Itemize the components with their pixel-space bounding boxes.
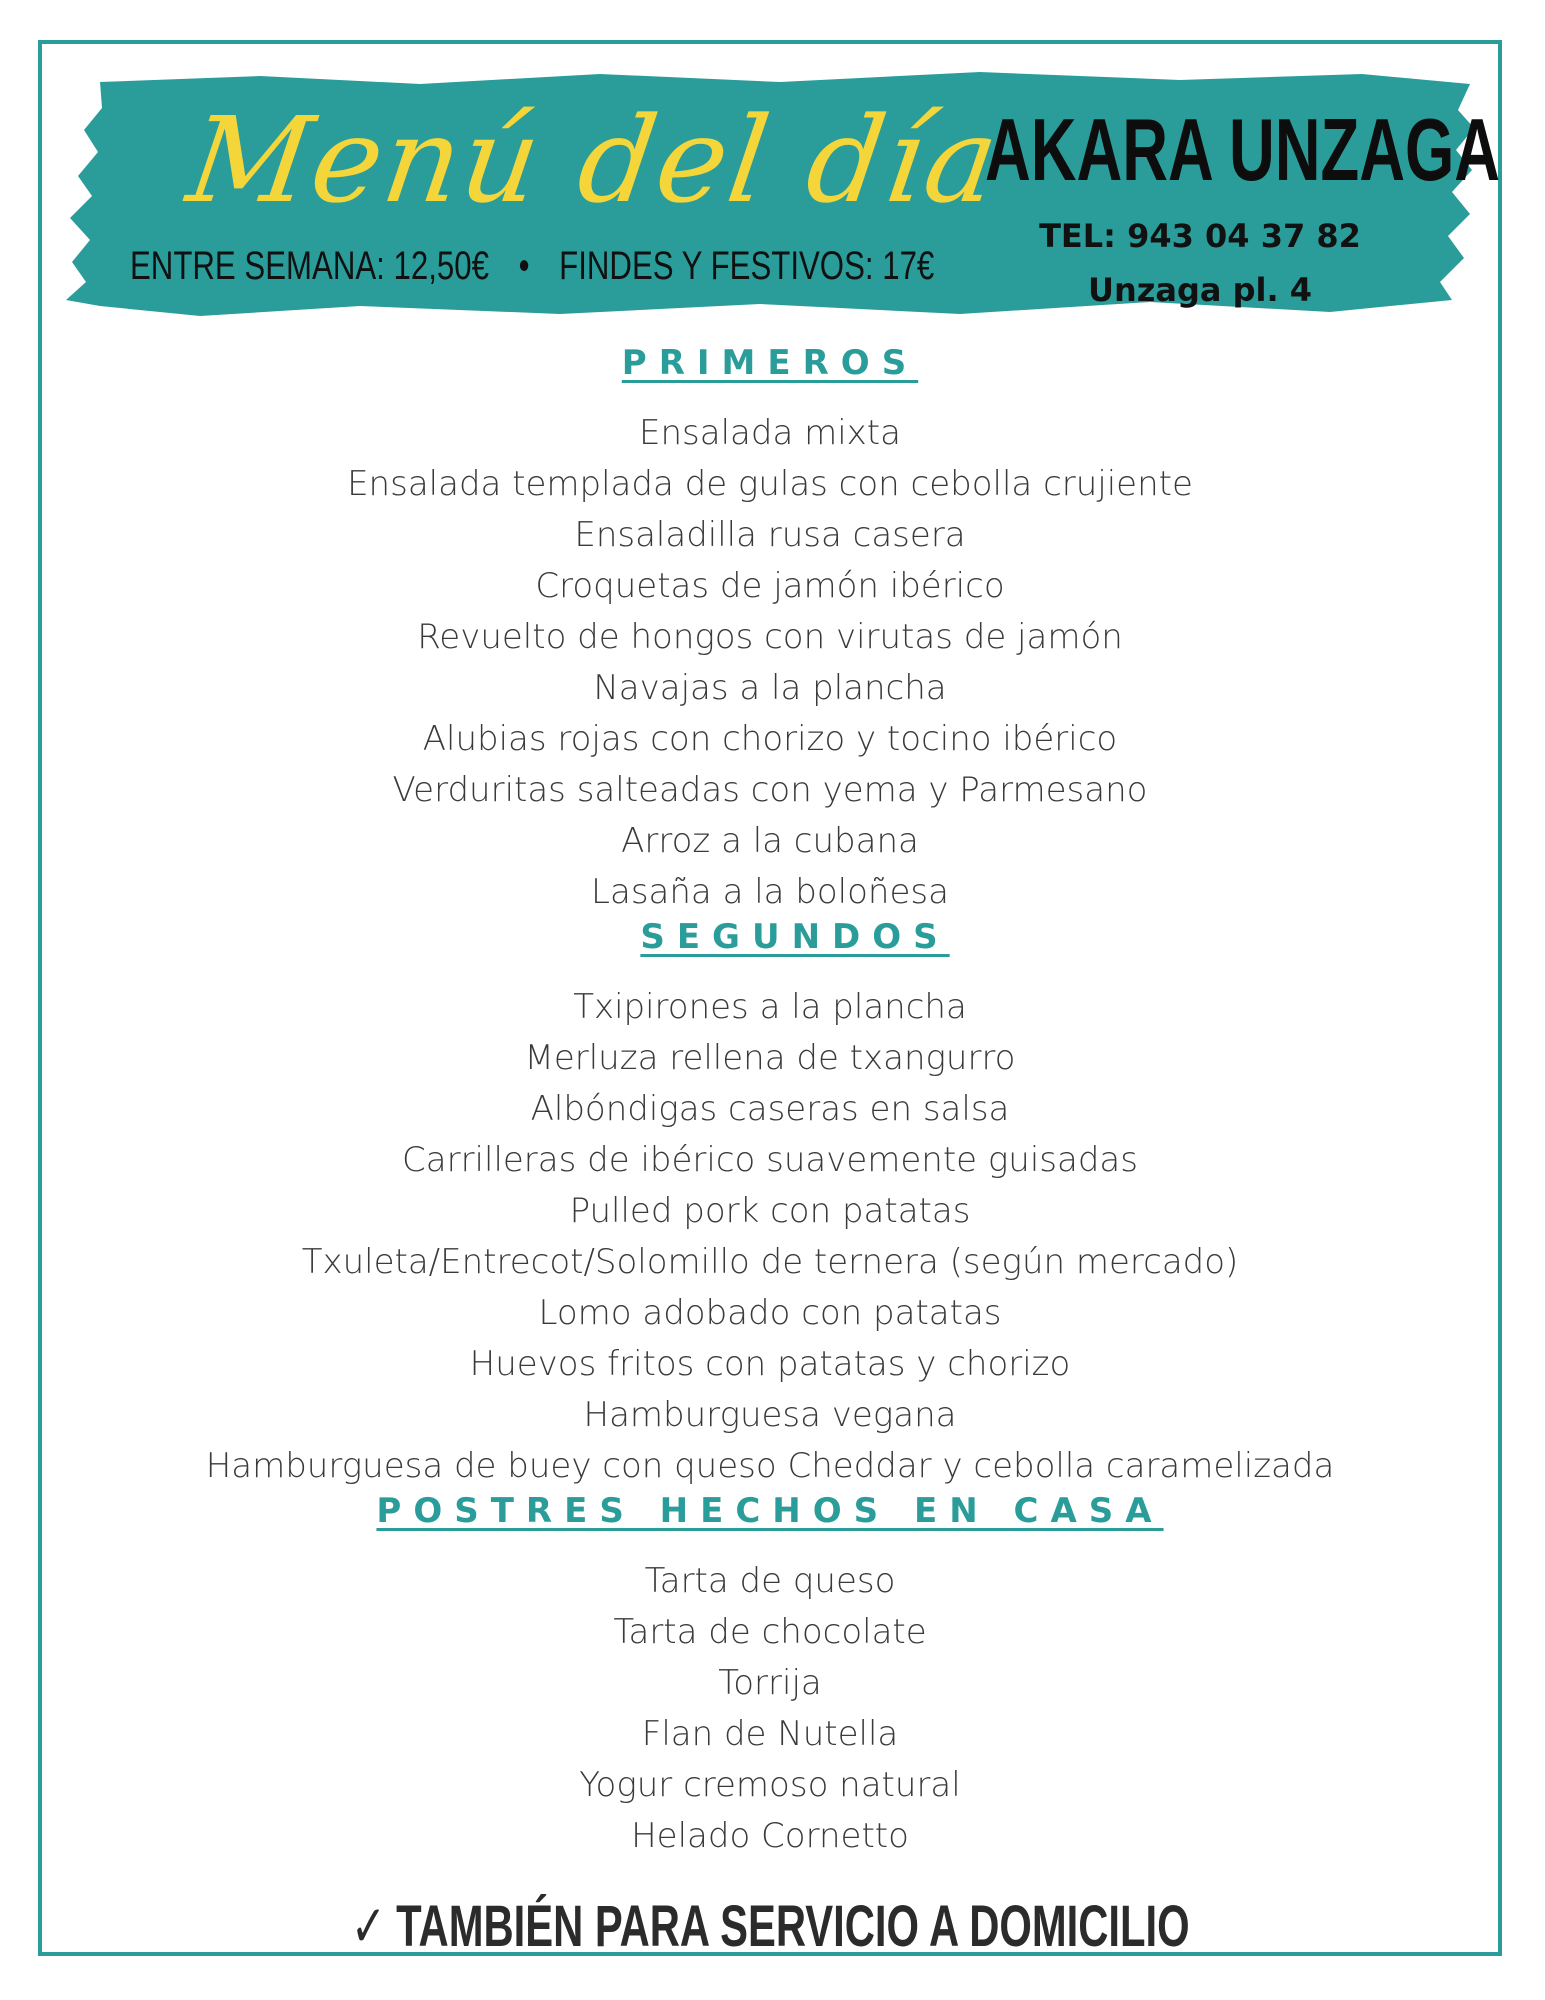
menu-item: Helado Cornetto: [631, 1816, 909, 1856]
menu-item: Arroz a la cubana: [621, 821, 919, 861]
price-separator: •: [518, 244, 530, 288]
item-list: [42, 982, 1498, 1492]
menu-item: Hamburguesa de buey con queso Cheddar y cebolla caramelizada: [205, 1446, 1335, 1486]
menu-item: Ensalada templada de gulas con cebolla crujiente: [347, 464, 1193, 504]
section-title: SEGUNDOS: [640, 917, 950, 957]
section-title: PRIMEROS: [621, 343, 919, 383]
menu-item: Hamburguesa vegana: [583, 1395, 957, 1435]
menu-item: Txipirones a la plancha: [573, 987, 967, 1027]
menu-item: Lasaña a la boloñesa: [591, 872, 949, 912]
weekend-price: FINDES Y FESTIVOS: 17€: [559, 244, 935, 288]
menu-body: [42, 340, 1498, 1862]
menu-item: Navajas a la plancha: [593, 668, 947, 708]
weekday-price: ENTRE SEMANA: 12,50€: [130, 244, 489, 288]
section-postres: [42, 1488, 1498, 1862]
menu-item: Revuelto de hongos con virutas de jamón: [417, 617, 1123, 657]
section-segundos: [92, 914, 1498, 960]
menu-item: Yogur cremoso natural: [579, 1765, 961, 1805]
menu-item: Flan de Nutella: [641, 1714, 899, 1754]
menu-item: Tarta de queso: [644, 1561, 896, 1601]
phone-number: TEL: 943 04 37 82: [1039, 217, 1361, 255]
address: Unzaga pl. 4: [1087, 271, 1313, 309]
section-primeros: [42, 340, 1498, 918]
restaurant-name: AKARA UNZAGA: [985, 100, 1501, 199]
menu-item: Croquetas de jamón ibérico: [535, 566, 1005, 606]
delivery-notice: [42, 1892, 1498, 1962]
menu-item: Txuleta/Entrecot/Solomillo de ternera (según mercado): [301, 1242, 1239, 1282]
menu-item: Lomo adobado con patatas: [538, 1293, 1002, 1333]
menu-item: Merluza rellena de txangurro: [524, 1038, 1016, 1078]
price-line: [130, 243, 935, 289]
menu-title: Menú del día: [180, 91, 1009, 229]
menu-item: Ensalada mixta: [639, 413, 901, 453]
menu-item: Torrija: [718, 1663, 822, 1703]
menu-item: Huevos fritos con patatas y chorizo: [469, 1344, 1071, 1384]
menu-item: Tarta de chocolate: [613, 1612, 927, 1652]
menu-item: Verduritas salteadas con yema y Parmesano: [392, 770, 1148, 810]
checkmark-icon: ✓: [350, 1894, 386, 1959]
item-list: [42, 1556, 1498, 1862]
delivery-line: [351, 1892, 1190, 1962]
menu-item: Ensaladilla rusa casera: [574, 515, 966, 555]
menu-item: Alubias rojas con chorizo y tocino ibérico: [422, 719, 1118, 759]
menu-item: Pulled pork con patatas: [569, 1191, 971, 1231]
section-title: POSTRES HECHOS EN CASA: [376, 1491, 1164, 1531]
item-list: [42, 408, 1498, 918]
delivery-text: TAMBIÉN PARA SERVICIO A DOMICILIO: [395, 1894, 1190, 1959]
menu-item: Carrilleras de ibérico suavemente guisadas: [402, 1140, 1138, 1180]
menu-item: Albóndigas caseras en salsa: [530, 1089, 1010, 1129]
